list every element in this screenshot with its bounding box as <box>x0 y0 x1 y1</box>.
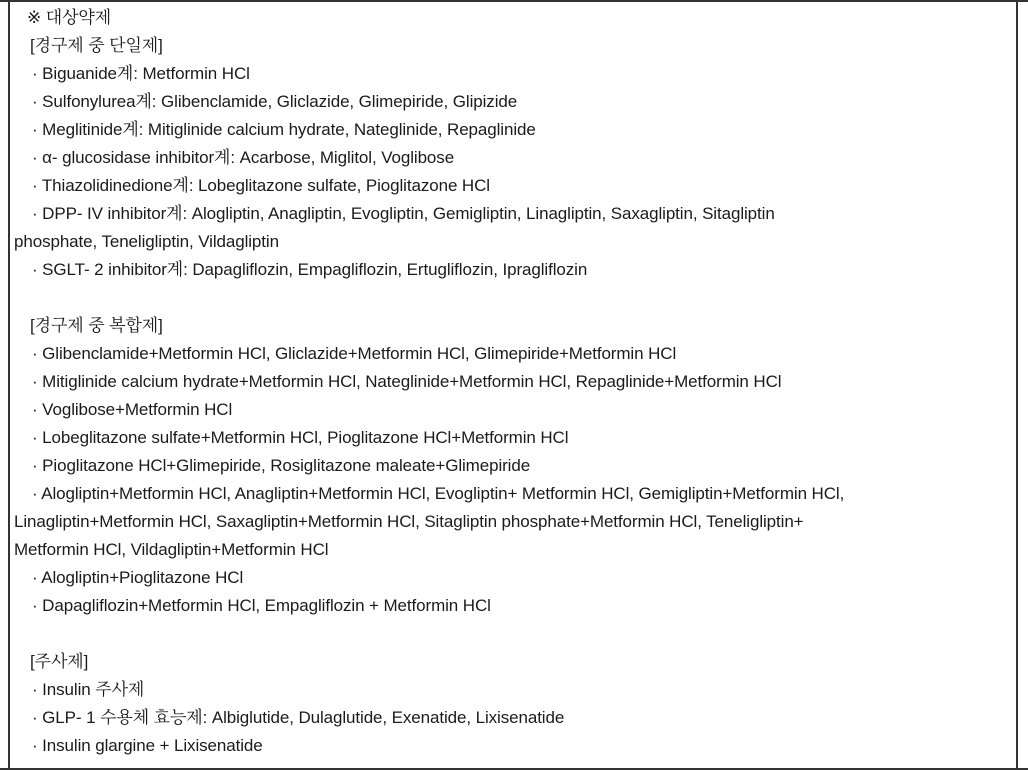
drug-list-line: · Pioglitazone HCl+Glimepiride, Rosiglitazone maleate+Glimepiride <box>32 456 531 475</box>
drug-list-line: · GLP- 1 수용체 효능제: Albiglutide, Dulaglutide, Exenatide, Lixisenatide <box>32 708 565 727</box>
drug-list-line: · Mitiglinide calcium hydrate+Metformin HCl, Nateglinide+Metformin HCl, Repaglinide+Metformin HCl <box>32 372 782 391</box>
section-header-line: [경구제 중 단일제] <box>30 36 163 55</box>
drug-list-line: · Insulin glargine + Lixisenatide <box>32 736 263 755</box>
wrapped-continuation-line: Linagliptin+Metformin HCl, Saxagliptin+Metformin HCl, Sitagliptin phosphate+Metformin HCl, Teneligliptin+ <box>14 512 804 531</box>
drug-list-line: · Lobeglitazone sulfate+Metformin HCl, Pioglitazone HCl+Metformin HCl <box>32 428 569 447</box>
drug-list-line: · α- glucosidase inhibitor계: Acarbose, Miglitol, Voglibose <box>32 148 455 167</box>
wrapped-continuation-line: Metformin HCl, Vildagliptin+Metformin HCl <box>14 540 329 559</box>
drug-list-line: · Biguanide계: Metformin HCl <box>32 64 250 83</box>
drug-list-line: · Sulfonylurea계: Glibenclamide, Gliclazide, Glimepiride, Glipizide <box>32 92 518 111</box>
document-lines <box>14 4 1014 760</box>
drug-list-line: · Glibenclamide+Metformin HCl, Gliclazide+Metformin HCl, Glimepiride+Metformin HCl <box>32 344 677 363</box>
drug-list-line: · Thiazolidinedione계: Lobeglitazone sulfate, Pioglitazone HCl <box>32 176 490 195</box>
drug-list-line: · Dapagliflozin+Metformin HCl, Empagliflozin + Metformin HCl <box>32 596 491 615</box>
drug-list-line: · Alogliptin+Metformin HCl, Anagliptin+Metformin HCl, Evogliptin+ Metformin HCl, Gemigliptin+Metformin HCl, <box>32 484 845 503</box>
drug-list-line: · SGLT- 2 inhibitor계: Dapagliflozin, Empagliflozin, Ertugliflozin, Ipragliflozin <box>32 260 588 279</box>
wrapped-continuation-line: phosphate, Teneligliptin, Vildagliptin <box>14 232 279 251</box>
drug-list-line: · Insulin 주사제 <box>32 680 145 699</box>
drug-list-line: · DPP- IV inhibitor계: Alogliptin, Anagliptin, Evogliptin, Gemigliptin, Linagliptin, Saxagliptin, Sitagliptin <box>32 204 775 223</box>
section-header-line: [경구제 중 복합제] <box>30 316 163 335</box>
drug-list-line: · Voglibose+Metformin HCl <box>32 400 233 419</box>
doc-title-line: ※ 대상약제 <box>27 8 112 27</box>
blank-line <box>14 620 1014 648</box>
drug-list-line: · Meglitinide계: Mitiglinide calcium hydrate, Nateglinide, Repaglinide <box>32 120 536 139</box>
section-header-line: [주사제] <box>30 652 89 671</box>
drug-list-line: · Alogliptin+Pioglitazone HCl <box>32 568 244 587</box>
blank-line <box>14 284 1014 312</box>
